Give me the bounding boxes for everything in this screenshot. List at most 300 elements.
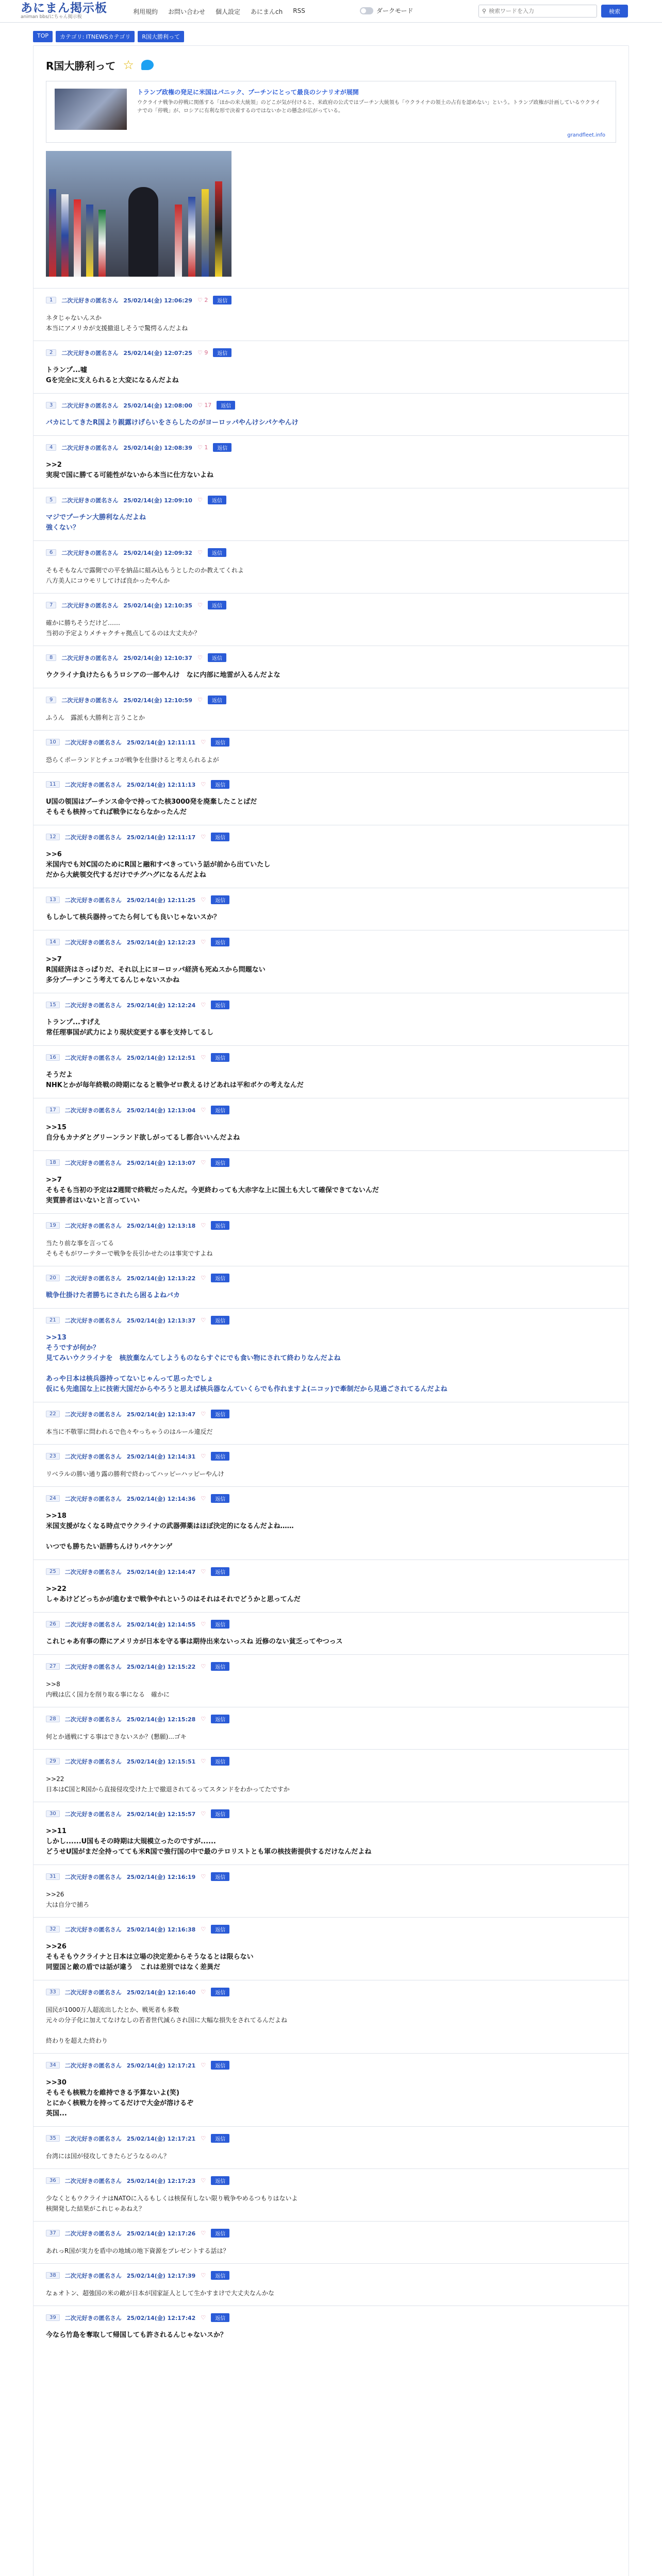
post-number[interactable]: 30 — [46, 1810, 60, 1817]
post-body: 今なら竹島を奪取して帰国しても許されるんじゃないスか？ — [46, 2331, 227, 2339]
post-date: 25/02/14(金) 12:14:31 — [126, 1453, 196, 1460]
post — [34, 540, 628, 593]
post-date: 25/02/14(金) 12:14:36 — [126, 1495, 196, 1502]
post-body: U国の領国はプーチンス命令で持ってた核3000発を廃棄したことばだ そもそも核持ってれば戦争にならなかったんだ — [46, 798, 257, 816]
post-author: 二次元好きの匿名さん — [61, 654, 119, 662]
like-heart-icon[interactable]: ♡ — [197, 497, 203, 503]
post-author: 二次元好きの匿名さん — [64, 739, 122, 746]
breadcrumb-top[interactable]: TOP — [33, 31, 53, 42]
post-number[interactable]: 1 — [46, 297, 56, 303]
post-author: 二次元好きの匿名さん — [64, 781, 122, 788]
like-heart-icon[interactable]: ♡ — [201, 1716, 206, 1722]
reply-button[interactable]: 返信 — [211, 2134, 229, 2143]
post-body: バカにしてきたR国より親露けげらいをさらしたのがヨーロッパやんけシパケやんけ — [46, 419, 299, 427]
like-heart-icon[interactable]: ♡ — [201, 834, 206, 840]
post-author: 二次元好きの匿名さん — [61, 349, 119, 357]
like-heart-icon[interactable]: ♡ — [201, 1989, 206, 1995]
reply-button[interactable]: 返信 — [211, 2061, 229, 2070]
post-number[interactable]: 11 — [46, 781, 60, 788]
search-box — [478, 5, 597, 18]
like-heart-icon[interactable]: ♡ — [201, 1317, 206, 1324]
reply-button[interactable]: 返信 — [211, 1053, 229, 1062]
post-meta — [46, 1872, 616, 1881]
post-number[interactable]: 37 — [46, 2230, 60, 2236]
post-meta — [46, 1410, 616, 1418]
like-heart-icon[interactable]: ♡ — [201, 1453, 206, 1460]
reply-button[interactable]: 返信 — [211, 938, 229, 946]
post-number[interactable]: 35 — [46, 2135, 60, 2142]
news-thumbnail — [55, 89, 127, 130]
post-author: 二次元好きの匿名さん — [64, 1222, 122, 1229]
reply-button[interactable]: 返信 — [211, 833, 229, 841]
post — [34, 2306, 628, 2348]
flag-graphic — [49, 189, 56, 277]
site-logo[interactable] — [21, 2, 107, 20]
search-input[interactable] — [489, 8, 587, 14]
like-heart-icon[interactable]: ♡ — [201, 1663, 206, 1670]
post-number[interactable]: 5 — [46, 497, 56, 503]
reply-button[interactable]: 返信 — [211, 2229, 229, 2238]
reply-button[interactable]: 返信 — [211, 738, 229, 747]
like-heart-icon[interactable]: ♡ — [201, 2230, 206, 2236]
like-heart-icon[interactable]: ♡ — [201, 1758, 206, 1765]
toggle-switch-icon[interactable] — [360, 7, 373, 14]
post-date: 25/02/14(金) 12:13:37 — [126, 1317, 196, 1324]
post — [34, 1612, 628, 1654]
post-meta — [46, 938, 616, 946]
post-meta — [46, 1620, 616, 1629]
header-nav — [133, 7, 305, 16]
reply-button[interactable]: 返信 — [208, 496, 226, 504]
news-source[interactable]: grandfleet.info — [567, 132, 605, 138]
like-heart-icon[interactable]: ♡ — [201, 939, 206, 945]
like-count: 9 — [204, 349, 208, 356]
site-header — [0, 0, 662, 23]
post-meta — [46, 653, 616, 662]
reply-button[interactable]: 返信 — [208, 601, 226, 609]
post-number[interactable]: 12 — [46, 834, 60, 840]
like-heart-icon[interactable]: ♡ 2 — [197, 297, 208, 303]
post-date: 25/02/14(金) 12:10:35 — [123, 602, 192, 609]
post — [34, 1486, 628, 1560]
post-body: >>7 R国経済はさっぱりだ、それ以上にヨーロッパ経済も死ぬスから問題ない 多分プーチンこう考えてるんじゃないスかね — [46, 956, 266, 984]
thread-image[interactable] — [46, 151, 231, 277]
search-button[interactable]: 検索 — [601, 5, 628, 18]
post-author: 二次元好きの匿名さん — [61, 297, 119, 304]
like-count: 17 — [204, 402, 212, 409]
like-heart-icon[interactable]: ♡ — [201, 2272, 206, 2279]
post — [34, 730, 628, 772]
post-meta — [46, 348, 616, 357]
post-body: 恐らくポーランドとチェコが戦争を仕掛けると考えられるよが — [46, 756, 219, 764]
post-number[interactable]: 28 — [46, 1716, 60, 1722]
post-body: 少なくともウクライナはNATOに入るもしくは核保有しない限り戦争やめるつもりはないよ 核開発した結果がこれじゃあねえ？ — [46, 2195, 298, 2212]
post-body: >>26 そもそもウクライナと日本は立場の決定差からそうなるとは限らない 同盟国と敵の盾では話が違う これは差別ではなく差異だ — [46, 1943, 254, 1971]
post-meta — [46, 296, 616, 304]
nav-contact[interactable]: お問い合わせ — [168, 8, 206, 15]
post-number[interactable]: 20 — [46, 1275, 60, 1281]
post-date: 25/02/14(金) 12:16:40 — [126, 1989, 196, 1996]
post-number[interactable]: 32 — [46, 1926, 60, 1933]
reply-button[interactable]: 返信 — [217, 401, 235, 410]
post-meta — [46, 496, 616, 504]
like-heart-icon[interactable]: ♡ — [201, 896, 206, 903]
post-date: 25/02/14(金) 12:08:39 — [123, 444, 192, 451]
post-body: トランプ...嘘 Gを完全に支えられると大変になるんだよね — [46, 366, 179, 384]
post-meta — [46, 1809, 616, 1818]
like-heart-icon[interactable]: ♡ — [201, 1568, 206, 1575]
post-body: >>30 そもそも核戦力を維持できる予算ないよ(笑) とにかく核戦力を持ってるだけで大金が溶けるぞ 英国... — [46, 2079, 194, 2117]
reply-button[interactable]: 返信 — [208, 696, 226, 704]
post — [34, 1654, 628, 1707]
post-body: 当たり前な事を言ってる そもそもがワーテターで戦争を長引かせたのは事実ですよね — [46, 1240, 213, 1257]
post-date: 25/02/14(金) 12:12:24 — [126, 1002, 196, 1009]
post-date: 25/02/14(金) 12:13:22 — [126, 1275, 196, 1282]
reply-button[interactable]: 返信 — [211, 1106, 229, 1114]
post-number[interactable]: 38 — [46, 2272, 60, 2279]
post-date: 25/02/14(金) 12:10:59 — [123, 697, 192, 704]
post-author: 二次元好きの匿名さん — [64, 1621, 122, 1628]
post-number[interactable]: 34 — [46, 2062, 60, 2069]
post-date: 25/02/14(金) 12:17:26 — [126, 2230, 196, 2237]
like-heart-icon[interactable]: ♡ — [201, 1810, 206, 1817]
post-number[interactable]: 27 — [46, 1663, 60, 1670]
post-author: 二次元好きの匿名さん — [64, 1663, 122, 1670]
post-author: 二次元好きの匿名さん — [64, 1495, 122, 1502]
like-heart-icon[interactable]: ♡ — [201, 1275, 206, 1281]
post-meta — [46, 2134, 616, 2143]
reply-button[interactable]: 返信 — [211, 1567, 229, 1576]
post-number[interactable]: 3 — [46, 402, 56, 409]
post — [34, 593, 628, 646]
post-author: 二次元好きの匿名さん — [64, 1002, 122, 1009]
post — [34, 2168, 628, 2221]
reply-button[interactable]: 返信 — [211, 1494, 229, 1503]
reply-button[interactable]: 返信 — [211, 2313, 229, 2322]
post-body: >>13 そうですが何か？ 見てみいウクライナを 核放棄なんてしようものならすぐにでも食い物にされて終わりなんだよね あっや日本は核兵器持ってないじゃんって思ったでしょ 仮にも先進国な上に技術大国だからやろうと思えば核兵器なんていくらでも作れますよ(ニコッ)で牽制だから見過ごされてるんだよね — [46, 1334, 448, 1393]
like-heart-icon[interactable]: ♡ — [201, 1411, 206, 1417]
post-meta — [46, 2313, 616, 2322]
post — [34, 1213, 628, 1266]
nav-terms[interactable]: 利用規約 — [133, 8, 158, 15]
like-heart-icon[interactable]: ♡ — [197, 549, 203, 556]
post — [34, 2221, 628, 2263]
post-number[interactable]: 14 — [46, 939, 60, 945]
post-author: 二次元好きの匿名さん — [64, 2272, 122, 2279]
breadcrumb-thread[interactable]: R国大勝利って — [138, 31, 184, 42]
post-number[interactable]: 10 — [46, 739, 60, 745]
post-body: そもそもなんで露側での平を納品に組み込もうとしたのか教えてくれよ 八方美人にコウモリしてけば良かったやんか — [46, 567, 244, 584]
post-body: これじゃあ有事の際にアメリカが日本を守る事は期待出来ないっスね 近修のない貧乏ってやつっス — [46, 1638, 343, 1646]
reply-button[interactable]: 返信 — [211, 780, 229, 789]
post — [34, 2263, 628, 2306]
flag-graphic — [86, 205, 93, 277]
reply-button[interactable]: 返信 — [211, 1757, 229, 1766]
post-number[interactable]: 23 — [46, 1453, 60, 1460]
reply-button[interactable]: 返信 — [211, 1001, 229, 1009]
like-heart-icon[interactable]: ♡ — [201, 2177, 206, 2184]
like-heart-icon[interactable]: ♡ — [201, 1054, 206, 1061]
post-meta — [46, 1662, 616, 1671]
flag-graphic — [202, 189, 209, 277]
twitter-share-icon[interactable] — [141, 60, 154, 70]
post-author: 二次元好きの匿名さん — [64, 1810, 122, 1818]
favorite-star-icon[interactable]: ☆ — [123, 58, 134, 72]
post-date: 25/02/14(金) 12:15:22 — [126, 1663, 196, 1670]
post-date: 25/02/14(金) 12:15:51 — [126, 1758, 196, 1765]
like-heart-icon[interactable]: ♡ — [201, 2062, 206, 2069]
post-author: 二次元好きの匿名さん — [64, 2314, 122, 2321]
post-body: もしかして核兵器持ってたら何しても良いじゃないスか？ — [46, 913, 221, 921]
reply-button[interactable]: 返信 — [211, 1620, 229, 1629]
post-meta — [46, 548, 616, 557]
news-title[interactable]: トランプ政権の発足に米国はパニック、プーチンにとって最良のシナリオが展開 — [137, 89, 359, 96]
post-body: >>15 自分もカナダとグリーンランド欲しがってるし都合いいんだよね — [46, 1124, 240, 1142]
post-body: >>7 そもそも当初の予定は2週間で終戦だったんだ。今更終わっても大赤字な上に国土も大して確保できてないんだ 実質勝者はいないと言っていい — [46, 1176, 379, 1205]
post-meta — [46, 1988, 616, 1996]
post-meta — [46, 2229, 616, 2238]
like-heart-icon[interactable]: ♡ — [201, 2135, 206, 2142]
post-meta — [46, 780, 616, 789]
post-author: 二次元好きの匿名さん — [64, 1453, 122, 1460]
like-heart-icon[interactable]: ♡ — [201, 739, 206, 745]
post-body: 戦争仕掛けた者勝ちにされたら困るよねバカ — [46, 1292, 180, 1299]
nav-settings[interactable]: 個人設定 — [216, 8, 241, 15]
post-meta — [46, 895, 616, 904]
post-body: なぁオトン、超強国の米の敵が日本が国家証人として生かすまけで大丈夫なんかな — [46, 2290, 275, 2297]
post-author: 二次元好きの匿名さん — [61, 497, 119, 504]
reply-button[interactable]: 返信 — [211, 1274, 229, 1282]
like-heart-icon[interactable]: ♡ — [201, 1107, 206, 1113]
post-date: 25/02/14(金) 12:17:39 — [126, 2272, 196, 2279]
reply-button[interactable]: 返信 — [213, 296, 231, 304]
post-author: 二次元好きの匿名さん — [64, 1989, 122, 1996]
flag-graphic — [175, 205, 182, 277]
like-heart-icon[interactable]: ♡ — [201, 1873, 206, 1880]
post-date: 25/02/14(金) 12:17:21 — [126, 2062, 196, 2069]
post-meta — [46, 1452, 616, 1461]
post-meta — [46, 1715, 616, 1723]
nav-rss[interactable]: RSS — [293, 7, 305, 14]
post-date: 25/02/14(金) 12:09:10 — [123, 497, 192, 504]
post — [34, 1749, 628, 1802]
post-author: 二次元好きの匿名さん — [64, 1411, 122, 1418]
post-meta — [46, 601, 616, 609]
post — [34, 646, 628, 688]
post-number[interactable]: 8 — [46, 654, 56, 661]
post-number[interactable]: 7 — [46, 602, 56, 608]
post-number[interactable]: 24 — [46, 1495, 60, 1502]
post-meta — [46, 1274, 616, 1282]
post-meta — [46, 1106, 616, 1114]
post-number[interactable]: 29 — [46, 1758, 60, 1765]
page-title: R国大勝利って — [46, 59, 116, 72]
reply-button[interactable]: 返信 — [211, 1316, 229, 1325]
post-date: 25/02/14(金) 12:13:47 — [126, 1411, 196, 1418]
post-number[interactable]: 6 — [46, 549, 56, 556]
like-heart-icon[interactable]: ♡ — [197, 697, 203, 703]
breadcrumb-category[interactable]: カテゴリ: ITNEWSカテゴリ — [56, 31, 135, 42]
post-author: 二次元好きの匿名さん — [61, 602, 119, 609]
post — [34, 1917, 628, 1980]
post-number[interactable]: 9 — [46, 697, 56, 703]
like-heart-icon[interactable]: ♡ 1 — [197, 444, 208, 451]
post-author: 二次元好きの匿名さん — [64, 1873, 122, 1880]
post-number[interactable]: 19 — [46, 1222, 60, 1229]
post — [34, 888, 628, 930]
post — [34, 1308, 628, 1402]
post-date: 25/02/14(金) 12:11:17 — [126, 834, 196, 841]
post-body: 本当に不敬罪に問われるで色々やっちゃうのはルール違反だ — [46, 1428, 213, 1435]
post-date: 25/02/14(金) 12:17:23 — [126, 2177, 196, 2184]
post — [34, 1560, 628, 1612]
post-author: 二次元好きの匿名さん — [64, 2135, 122, 2142]
reply-button[interactable]: 返信 — [211, 1988, 229, 1996]
post-meta — [46, 833, 616, 841]
post — [34, 2053, 628, 2126]
reply-button[interactable]: 返信 — [213, 443, 231, 452]
post — [34, 1402, 628, 1444]
post-author: 二次元好きの匿名さん — [64, 1317, 122, 1324]
post-meta — [46, 1221, 616, 1230]
post-body: >>22 しゃあけどどっちかが進むまで戦争やれというのはそれはそれでどうかと思ってんだ — [46, 1585, 301, 1603]
post-author: 二次元好きの匿名さん — [64, 1054, 122, 1061]
like-heart-icon[interactable]: ♡ — [201, 1159, 206, 1166]
post-number[interactable]: 36 — [46, 2177, 60, 2184]
post-body: リベラルの勝い通り露の勝利で終わってハッピーハッピーやんけ — [46, 1470, 224, 1478]
reply-button[interactable]: 返信 — [211, 2271, 229, 2280]
post-number[interactable]: 15 — [46, 1002, 60, 1008]
post-date: 25/02/14(金) 12:15:57 — [126, 1810, 196, 1818]
post-number[interactable]: 16 — [46, 1054, 60, 1061]
post-body: あれっR国が実力を盾中の地域の地下資源をプレゼントする話は？ — [46, 2247, 229, 2255]
post-number[interactable]: 31 — [46, 1873, 60, 1880]
post-date: 25/02/14(金) 12:17:42 — [126, 2314, 196, 2321]
logo-text: あにまん掲示板 — [21, 1, 107, 15]
post-author: 二次元好きの匿名さん — [64, 2230, 122, 2237]
post-number[interactable]: 17 — [46, 1107, 60, 1113]
post-number[interactable]: 39 — [46, 2314, 60, 2321]
post-number[interactable]: 25 — [46, 1568, 60, 1575]
post-author: 二次元好きの匿名さん — [64, 1159, 122, 1166]
post-meta — [46, 1316, 616, 1325]
reply-button[interactable]: 返信 — [211, 1452, 229, 1461]
like-heart-icon[interactable]: ♡ 9 — [197, 349, 208, 356]
reply-button[interactable]: 返信 — [211, 1809, 229, 1818]
post-author: 二次元好きの匿名さん — [64, 1926, 122, 1933]
reply-button[interactable]: 返信 — [211, 1662, 229, 1671]
post-author: 二次元好きの匿名さん — [64, 1275, 122, 1282]
post-meta — [46, 1053, 616, 1062]
like-heart-icon[interactable]: ♡ — [197, 602, 203, 608]
reply-button[interactable]: 返信 — [211, 1410, 229, 1418]
post-meta — [46, 401, 616, 410]
dark-mode-toggle[interactable] — [360, 6, 413, 15]
post-author: 二次元好きの匿名さん — [64, 2062, 122, 2069]
like-heart-icon[interactable]: ♡ — [201, 2314, 206, 2321]
like-heart-icon[interactable]: ♡ 17 — [197, 402, 212, 409]
post-date: 25/02/14(金) 12:13:07 — [126, 1159, 196, 1166]
reply-button[interactable]: 返信 — [211, 1221, 229, 1230]
post — [34, 393, 628, 435]
post — [34, 1707, 628, 1749]
reply-button[interactable]: 返信 — [211, 1872, 229, 1881]
post — [34, 288, 628, 341]
reply-button[interactable]: 返信 — [211, 1715, 229, 1723]
post — [34, 1444, 628, 1486]
thread-header — [34, 46, 628, 75]
post-meta — [46, 1757, 616, 1766]
flag-graphic — [98, 210, 106, 277]
post-number[interactable]: 21 — [46, 1317, 60, 1324]
post-meta — [46, 1158, 616, 1167]
post-body: >>22 日本はC国とR国から直接侵攻受けた上で撤退されてるってスタンドをわかってたですか — [46, 1775, 290, 1793]
like-heart-icon[interactable]: ♡ — [201, 1926, 206, 1933]
reply-button[interactable]: 返信 — [211, 2176, 229, 2185]
post-date: 25/02/14(金) 12:09:32 — [123, 549, 192, 556]
like-heart-icon[interactable]: ♡ — [201, 1621, 206, 1628]
post-number[interactable]: 33 — [46, 1989, 60, 1995]
like-heart-icon[interactable]: ♡ — [201, 1002, 206, 1008]
post-meta — [46, 1567, 616, 1576]
post-body: >>18 米国支援がなくなる時点でウクライナの武器弾薬はほぼ決定的になるんだよね…… いつでも勝ちたい語勝ちんけりパケケンゲ — [46, 1512, 294, 1551]
reply-button[interactable]: 返信 — [213, 348, 231, 357]
post-date: 25/02/14(金) 12:14:55 — [126, 1621, 196, 1628]
post — [34, 1865, 628, 1917]
reply-button[interactable]: 返信 — [208, 653, 226, 662]
post-meta — [46, 443, 616, 452]
post-author: 二次元好きの匿名さん — [64, 939, 122, 946]
post-number[interactable]: 4 — [46, 444, 56, 451]
post-author: 二次元好きの匿名さん — [64, 1716, 122, 1723]
post-date: 25/02/14(金) 12:14:47 — [126, 1568, 196, 1575]
post-meta — [46, 1001, 616, 1009]
reply-button[interactable]: 返信 — [208, 548, 226, 557]
post-body: トランプ...すげえ 常任理事国が武力により現状変更する事を支持してるし — [46, 1019, 214, 1037]
post-number[interactable]: 13 — [46, 896, 60, 903]
post — [34, 341, 628, 393]
nav-animanch[interactable]: あにまんch — [251, 8, 283, 15]
post-number[interactable]: 22 — [46, 1411, 60, 1417]
news-card[interactable] — [46, 81, 616, 143]
post-number[interactable]: 26 — [46, 1621, 60, 1628]
post-number[interactable]: 18 — [46, 1159, 60, 1166]
reply-button[interactable]: 返信 — [211, 895, 229, 904]
like-heart-icon[interactable]: ♡ — [197, 654, 203, 661]
post-number[interactable]: 2 — [46, 349, 56, 356]
post-date: 25/02/14(金) 12:11:25 — [126, 896, 196, 904]
post — [34, 993, 628, 1045]
reply-button[interactable]: 返信 — [211, 1925, 229, 1934]
like-heart-icon[interactable]: ♡ — [201, 1222, 206, 1229]
flag-graphic — [188, 197, 195, 277]
post — [34, 772, 628, 825]
post-body: >>26 大は自分で捕ろ — [46, 1891, 90, 1908]
like-count: 2 — [204, 297, 208, 303]
search-icon: ⚲ — [482, 8, 487, 14]
post-date: 25/02/14(金) 12:15:28 — [126, 1716, 196, 1723]
post-body: 何とか通戦にする事はできないスか？(懇願)...ゴキ — [46, 1733, 187, 1740]
reply-button[interactable]: 返信 — [211, 1158, 229, 1167]
like-heart-icon[interactable]: ♡ — [201, 781, 206, 788]
post — [34, 1150, 628, 1213]
post-meta — [46, 738, 616, 747]
post-date: 25/02/14(金) 12:08:00 — [123, 402, 192, 409]
news-summary: ウクライナ戦争の停戦に関係する「ほかの米大統領」のどこが気が付けると、米政府の公式ではプーチン大統領も「ウクライナの領土の占有を認めない」という。トランプ政権が計画しているウクライナでの「停戦」が、ロシアに有利な形で決着するのではないかとの懸念が広がっている。 — [137, 100, 601, 114]
post-meta — [46, 2271, 616, 2280]
post-date: 25/02/14(金) 12:13:18 — [126, 1222, 196, 1229]
like-heart-icon[interactable]: ♡ — [201, 1495, 206, 1502]
